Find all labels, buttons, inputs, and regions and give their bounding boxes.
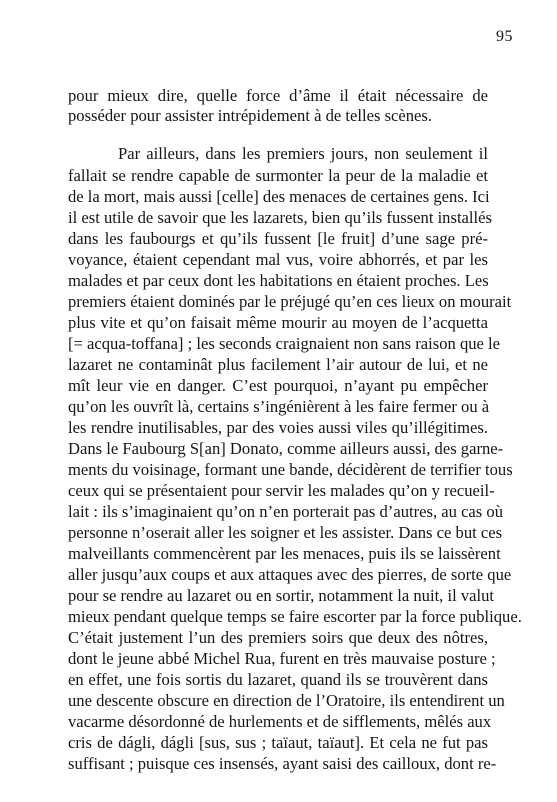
text-line: en effet, une fois sortis du lazaret, quand ils se trouvèrent dans	[68, 670, 488, 689]
text-line: cris de dágli, dágli [sus, sus ; taïaut, taïaut]. Et cela ne fut pas	[68, 733, 488, 752]
text-line: mît leur vie en danger. C’est pourquoi, n’ayant pu empêcher	[68, 376, 488, 395]
text-line: aller jusqu’aux coups et aux attaques avec des pierres, de sorte que	[68, 565, 512, 584]
text-line: premiers étaient dominés par le préjugé qu’en ces lieux on mourait	[68, 292, 512, 311]
page-number: 95	[496, 28, 513, 45]
text-line: personne n’oserait aller les soigner et les assister. Dans ce but ces	[68, 523, 503, 542]
text-line: Par ailleurs, dans les premiers jours, non seulement il	[118, 144, 488, 163]
text-line: malveillants commencèrent par les menaces, puis ils se laissèrent	[68, 544, 501, 563]
text-line: fallait se rendre capable de surmonter la peur de la maladie et	[68, 166, 488, 185]
text-line: pour se rendre au lazaret ou en sortir, notamment la nuit, il valut	[68, 586, 495, 605]
text-line: les rendre inutilisables, par des voies aussi viles qu’illégitimes.	[68, 418, 488, 437]
text-line: dans les faubourgs et qu’ils fussent [le fruit] d’une sage pré-	[68, 229, 488, 248]
text-line: [= acqua-toffana] ; les seconds craignaient non sans raison que le	[68, 334, 501, 353]
text-line: qu’on les ouvrît là, certains s’ingénièrent à les faire fermer ou à	[68, 397, 490, 416]
text-line: dont le jeune abbé Michel Rua, furent en très mauvaise posture ;	[68, 649, 496, 668]
text-line: ments du voisinage, formant une bande, décidèrent de terrifier tous	[68, 460, 513, 479]
text-line: lazaret ne contaminât plus facilement l’air autour de lui, et ne	[68, 355, 488, 374]
text-line: il est utile de savoir que les lazarets, bien qu’ils fussent installés	[68, 208, 492, 227]
text-line: plus vite et qu’on faisait même mourir au moyen de l’acquetta	[68, 313, 488, 332]
text-line: de la mort, mais aussi [celle] des menaces de certaines gens. Ici	[68, 187, 490, 206]
text-line: malades et par ceux dont les habitations en étaient proches. Les	[68, 271, 489, 290]
text-line: voyance, étaient cependant mal vus, voire abhorrés, et par les	[68, 250, 488, 269]
text-line: lait : ils s’imaginaient qu’on n’en porterait pas d’autres, au cas où	[68, 502, 503, 521]
text-line: suffisant ; puisque ces insensés, ayant saisi des cailloux, dont re-	[68, 754, 497, 773]
text-line: C’était justement l’un des premiers soirs que deux des nôtres,	[68, 628, 488, 647]
text-line: Dans le Faubourg S[an] Donato, comme ailleurs aussi, des garne-	[68, 439, 504, 458]
text-line: pour mieux dire, quelle force d’âme il était nécessaire de	[68, 86, 488, 105]
text-line: vacarme désordonné de hurlements et de sifflements, mêlés aux	[68, 712, 492, 731]
text-line: une descente obscure en direction de l’Oratoire, ils entendirent un	[68, 691, 505, 710]
text-line: posséder pour assister intrépidement à de telles scènes.	[68, 106, 433, 125]
text-line: mieux pendant quelque temps se faire escorter par la force publique.	[68, 607, 522, 626]
text-line: ceux qui se présentaient pour servir les malades qu’on y recueil-	[68, 481, 495, 500]
